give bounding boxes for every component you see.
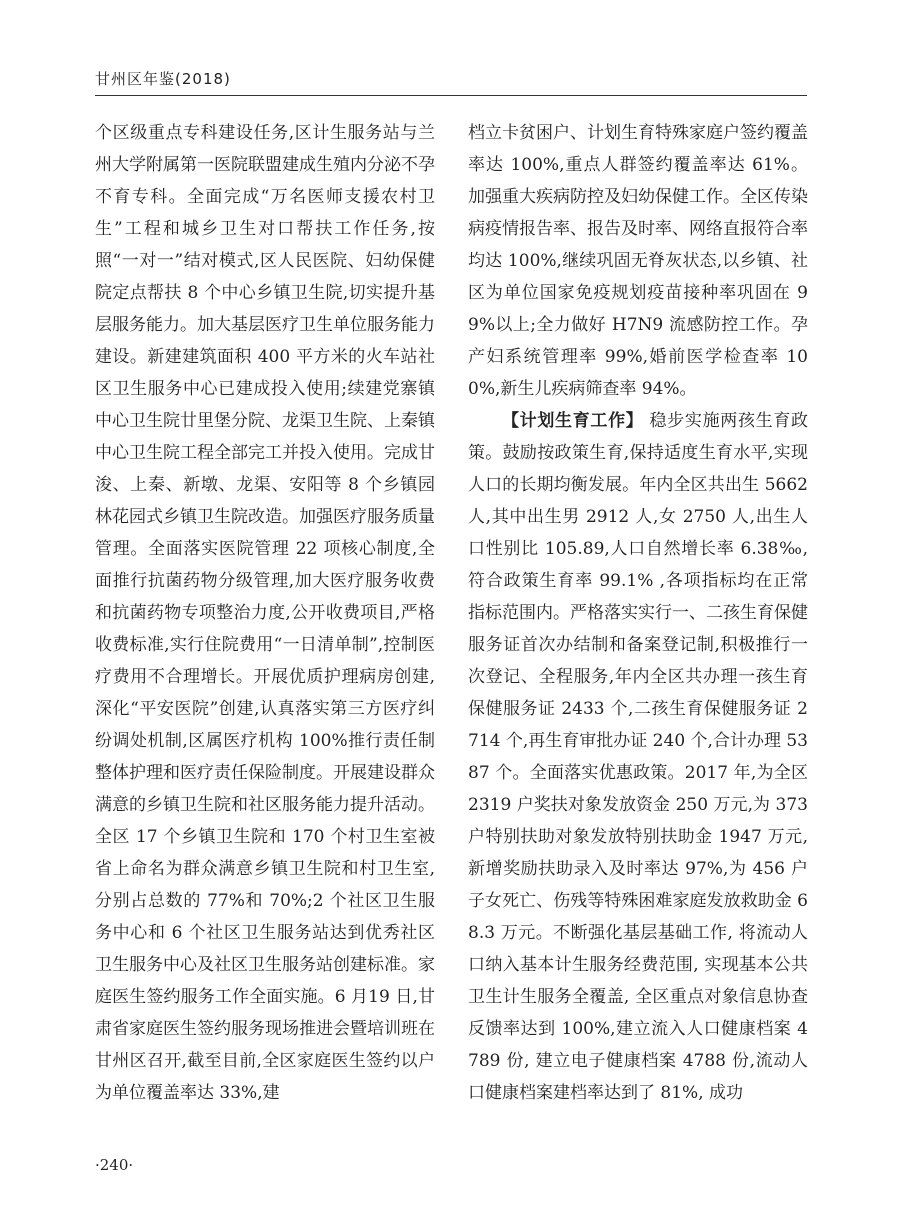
right-text-column xyxy=(468,117,808,1109)
running-header: 甘州区年鉴(2018) xyxy=(95,70,231,88)
family-planning-body-text: 稳步实施两孩生育政策。鼓励按政策生育,保持适度生育水平,实现人口的长期均衡发展。年内全区共出生 5662 人,其中出生男 2912 人,女 2750 人,出生人口性别比 105.89,人口自然增长率 6.38‰,符合政策生育率 99.1% ,各项指标均在正常指标范围内。严格落实实行一、二孩生育保健服务证首次办结制和备案登记制,积极推行一次登记、全程服务,年内全区共办理一孩生育保健服务证 2433 个,二孩生育保健服务证 2714 个,再生育审批办证 240 个,合计办理 5387 个。全面落实优惠政策。2017 年,为全区 2319 户奖扶对象发放资金 250 万元,为 373 户特别扶助对象发放特别扶助金 1947 万元, 新增奖励扶助录入及时率达 97%,为 456 户子女死亡、伤残等特殊困难家庭发放救助金 68.3 万元。不断强化基层基础工作, 将流动人口纳入基本计生服务经费范围, 实现基本公共卫生计生服务全覆盖, 全区重点对象信息协查反馈率达到 100%,建立流入人口健康档案 4789 份, 建立电子健康档案 4788 份,流动人口健康档案建档率达到了 81%, 成功 xyxy=(468,411,809,1103)
right-column-paragraph-2 xyxy=(468,405,808,1109)
left-column-paragraph: 个区级重点专科建设任务,区计生服务站与兰州大学附属第一医院联盟建成生殖内分泌不孕不育专科。全面完成“万名医师支援农村卫生”工程和城乡卫生对口帮扶工作任务,按照“一对一”结对模式,区人民医院、妇幼保健院定点帮扶 8 个中心乡镇卫生院,切实提升基层服务能力。加大基层医疗卫生单位服务能力建设。新建建筑面积 400 平方米的火车站社区卫生服务中心已建成投入使用;续建党寨镇中心卫生院廿里堡分院、龙渠卫生院、上秦镇中心卫生院工程全部完工并投入使用。完成甘浚、上秦、新墩、龙渠、安阳等 8 个乡镇园林花园式乡镇卫生院改造。加强医疗服务质量管理。全面落实医院管理 22 项核心制度,全面推行抗菌药物分级管理,加大医疗服务收费和抗菌药物专项整治力度,公开收费项目,严格收费标准,实行住院费用“一日清单制”,控制医疗费用不合理增长。开展优质护理病房创建,深化“平安医院”创建,认真落实第三方医疗纠纷调处机制,区属医疗机构 100%推行责任制整体护理和医疗责任保险制度。开展建设群众满意的乡镇卫生院和社区服务能力提升活动。全区 17 个乡镇卫生院和 170 个村卫生室被省上命名为群众满意乡镇卫生院和村卫生室,分别占总数的 77%和 70%;2 个社区卫生服务中心和 6 个社区卫生服务站达到优秀社区卫生服务中心及社区卫生服务站创建标准。家庭医生签约服务工作全面实施。6 月19 日,甘肃省家庭医生签约服务现场推进会暨培训班在甘州区召开,截至目前,全区家庭医生签约以户为单位覆盖率达 33%,建 xyxy=(95,123,435,1103)
header-divider xyxy=(95,95,807,96)
left-text-column xyxy=(95,117,435,1109)
section-heading-family-planning: 【计划生育工作】 xyxy=(502,411,644,431)
page-number: ·240· xyxy=(95,1156,134,1174)
right-column-paragraph-1: 档立卡贫困户、计划生育特殊家庭户签约覆盖率达 100%,重点人群签约覆盖率达 61%。加强重大疾病防控及妇幼保健工作。全区传染病疫情报告率、报告及时率、网络直报符合率均达 100%,继续巩固无脊灰状态,以乡镇、社区为单位国家免疫规划疫苗接种率巩固在 99%以上;全力做好 H7N9 流感防控工作。孕产妇系统管理率 99%,婚前医学检查率 100%,新生儿疾病筛查率 94%。 xyxy=(468,123,808,399)
